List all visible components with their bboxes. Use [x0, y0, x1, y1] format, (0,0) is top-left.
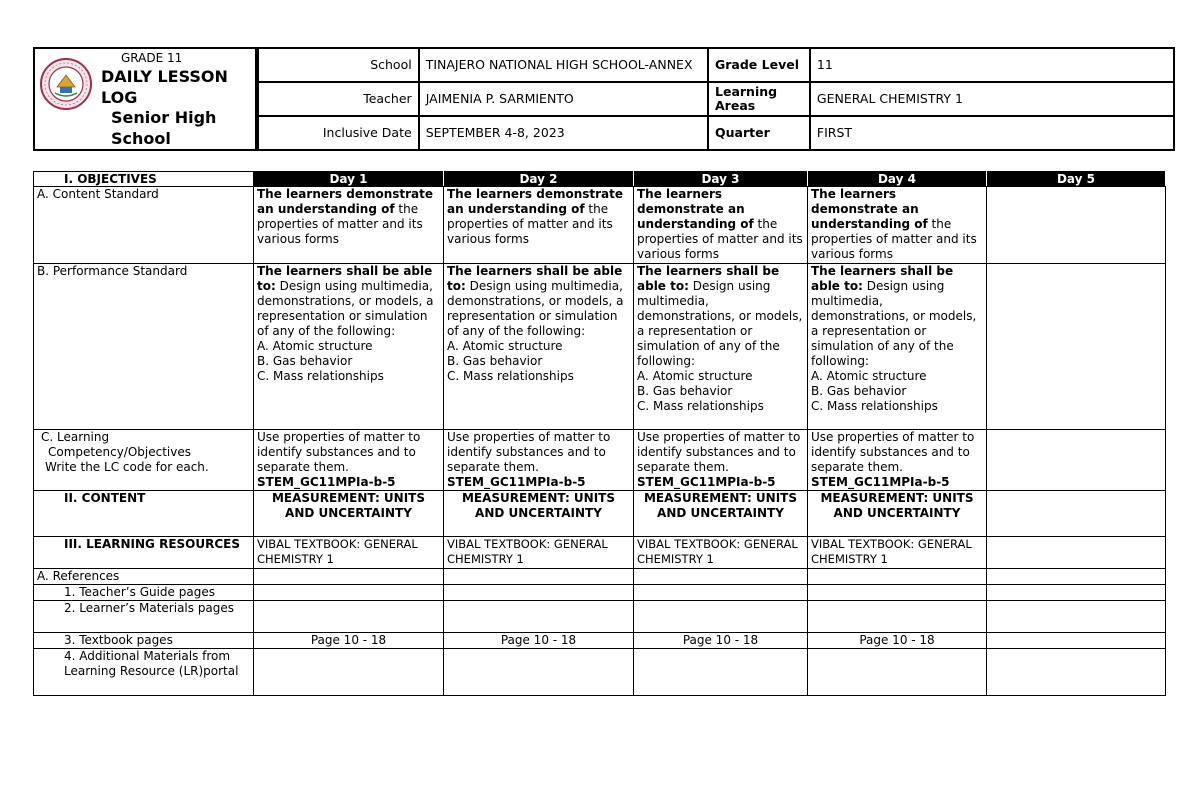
- grade-level-value: 11: [810, 48, 1174, 82]
- quarter-value: FIRST: [810, 116, 1174, 150]
- empty-cell: [808, 585, 987, 601]
- ps-item-a: A. Atomic structure: [637, 369, 753, 383]
- empty-cell: [987, 649, 1166, 696]
- ps-item-c: C. Mass relationships: [447, 369, 574, 383]
- learning-resources-value: VIBAL TEXTBOOK: GENERAL CHEMISTRY 1: [444, 537, 634, 569]
- content-standard-cell: [808, 187, 987, 264]
- additional-materials-row: [34, 649, 1166, 696]
- content-standard-row: [34, 187, 1166, 264]
- performance-standard-text: Design using multimedia, demonstrations, or models, a representation or simulation of any of the following:: [811, 279, 977, 368]
- day-header-row: [34, 172, 1166, 187]
- performance-standard-label: B. Performance Standard: [34, 264, 254, 430]
- content-standard-lead: The learners demonstrate an understanding of: [811, 187, 928, 231]
- competency-label-line-1: C. Learning: [41, 430, 110, 444]
- competency-text: Use properties of matter to identify substances and to separate them.: [637, 430, 801, 474]
- header-info-table: [257, 47, 1175, 151]
- inclusive-date-label: Inclusive Date: [258, 116, 419, 150]
- title-block: [33, 47, 257, 151]
- grade-level-label: Grade Level: [708, 48, 810, 82]
- empty-cell: [254, 569, 444, 585]
- competency-code: STEM_GC11MPIa-b-5: [811, 475, 950, 489]
- content-standard-text: the properties of matter and its various forms: [257, 202, 423, 246]
- learners-materials-label: 2. Learner’s Materials pages: [34, 601, 254, 633]
- empty-cell: [987, 264, 1166, 430]
- textbook-pages-value: Page 10 - 18: [254, 633, 444, 649]
- learning-competency-label: [34, 430, 254, 491]
- content-standard-cell: [634, 187, 808, 264]
- ps-item-c: C. Mass relationships: [257, 369, 384, 383]
- performance-standard-lead: The learners shall be able to:: [257, 264, 433, 293]
- day-5-heading: Day 5: [987, 172, 1166, 187]
- textbook-pages-row: [34, 633, 1166, 649]
- teachers-guide-row: [34, 585, 1166, 601]
- teacher-value: JAIMENIA P. SARMIENTO: [419, 82, 708, 116]
- ps-item-c: C. Mass relationships: [811, 399, 938, 413]
- content-standard-lead: The learners demonstrate an understanding of: [637, 187, 754, 231]
- day-1-heading: Day 1: [254, 172, 444, 187]
- empty-cell: [987, 569, 1166, 585]
- learning-resources-value: VIBAL TEXTBOOK: GENERAL CHEMISTRY 1: [808, 537, 987, 569]
- content-label: II. CONTENT: [34, 491, 254, 537]
- school-seal-icon: [39, 57, 93, 111]
- school-label: School: [258, 48, 419, 82]
- ps-item-b: B. Gas behavior: [447, 354, 543, 368]
- performance-standard-lead: The learners shall be able to:: [447, 264, 623, 293]
- empty-cell: [634, 649, 808, 696]
- content-standard-text: the properties of matter and its various forms: [811, 217, 977, 261]
- learning-areas-label: Learning Areas: [708, 82, 810, 116]
- competency-cell: [444, 430, 634, 491]
- competency-text: Use properties of matter to identify substances and to separate them.: [257, 430, 421, 474]
- grade-line: GRADE 11: [121, 51, 183, 65]
- teachers-guide-label: 1. Teacher’s Guide pages: [34, 585, 254, 601]
- performance-standard-lead: The learners shall be able to:: [637, 264, 780, 293]
- empty-cell: [444, 569, 634, 585]
- inclusive-date-value: SEPTEMBER 4-8, 2023: [419, 116, 708, 150]
- empty-cell: [444, 601, 634, 633]
- competency-text: Use properties of matter to identify substances and to separate them.: [811, 430, 975, 474]
- objectives-heading: I. OBJECTIVES: [34, 172, 254, 187]
- empty-cell: [808, 569, 987, 585]
- empty-cell: [987, 633, 1166, 649]
- school-value: TINAJERO NATIONAL HIGH SCHOOL-ANNEX: [419, 48, 708, 82]
- competency-text: Use properties of matter to identify substances and to separate them.: [447, 430, 611, 474]
- performance-standard-lead: The learners shall be able to:: [811, 264, 954, 293]
- competency-cell: [634, 430, 808, 491]
- content-standard-lead: The learners demonstrate an understanding of: [447, 187, 624, 216]
- empty-cell: [987, 430, 1166, 491]
- empty-cell: [808, 601, 987, 633]
- empty-cell: [987, 601, 1166, 633]
- empty-cell: [987, 491, 1166, 537]
- textbook-pages-value: Page 10 - 18: [444, 633, 634, 649]
- textbook-pages-label: 3. Textbook pages: [34, 633, 254, 649]
- day-4-heading: Day 4: [808, 172, 987, 187]
- references-label: A. References: [34, 569, 254, 585]
- ps-item-a: A. Atomic structure: [447, 339, 563, 353]
- content-row: [34, 491, 1166, 537]
- empty-cell: [444, 585, 634, 601]
- content-standard-lead: The learners demonstrate an understanding of: [257, 187, 434, 216]
- performance-standard-text: Design using multimedia, demonstrations, or models, a representation or simulation of any of the following:: [447, 279, 624, 338]
- quarter-label: Quarter: [708, 116, 810, 150]
- day-3-heading: Day 3: [634, 172, 808, 187]
- learning-resources-value: VIBAL TEXTBOOK: GENERAL CHEMISTRY 1: [254, 537, 444, 569]
- empty-cell: [634, 601, 808, 633]
- document-subtitle: Senior High School: [111, 108, 217, 148]
- empty-cell: [634, 569, 808, 585]
- competency-cell: [808, 430, 987, 491]
- content-standard-cell: [254, 187, 444, 264]
- content-topic: MEASUREMENT: UNITS AND UNCERTAINTY: [808, 491, 987, 537]
- performance-standard-text: Design using multimedia, demonstrations, or models, a representation or simulation of any of the following:: [257, 279, 434, 338]
- content-standard-label: A. Content Standard: [34, 187, 254, 264]
- performance-standard-text: Design using multimedia, demonstrations, or models, a representation or simulation of any of the following:: [637, 279, 803, 368]
- content-topic: MEASUREMENT: UNITS AND UNCERTAINTY: [254, 491, 444, 537]
- content-standard-text: the properties of matter and its various forms: [447, 202, 613, 246]
- competency-label-line-2: Competency/Objectives: [48, 445, 191, 459]
- content-topic: MEASUREMENT: UNITS AND UNCERTAINTY: [444, 491, 634, 537]
- lesson-log-table: [33, 171, 1166, 696]
- competency-label-line-3: Write the LC code for each.: [45, 460, 209, 474]
- learning-areas-value: GENERAL CHEMISTRY 1: [810, 82, 1174, 116]
- ps-item-c: C. Mass relationships: [637, 399, 764, 413]
- competency-cell: [254, 430, 444, 491]
- learning-resources-row: [34, 537, 1166, 569]
- learning-competency-row: [34, 430, 1166, 491]
- ps-item-b: B. Gas behavior: [811, 384, 907, 398]
- learning-resources-label: III. LEARNING RESOURCES: [34, 537, 254, 569]
- additional-materials-label: 4. Additional Materials from Learning Resource (LR)portal: [34, 649, 254, 696]
- empty-cell: [254, 601, 444, 633]
- document-title: DAILY LESSON LOG: [101, 67, 228, 107]
- performance-standard-cell: [634, 264, 808, 430]
- performance-standard-cell: [254, 264, 444, 430]
- lesson-log-header: [33, 47, 1175, 151]
- textbook-pages-value: Page 10 - 18: [634, 633, 808, 649]
- learners-materials-row: [34, 601, 1166, 633]
- empty-cell: [987, 537, 1166, 569]
- ps-item-a: A. Atomic structure: [811, 369, 927, 383]
- ps-item-b: B. Gas behavior: [637, 384, 733, 398]
- empty-cell: [444, 649, 634, 696]
- ps-item-b: B. Gas behavior: [257, 354, 353, 368]
- content-topic: MEASUREMENT: UNITS AND UNCERTAINTY: [634, 491, 808, 537]
- content-standard-text: the properties of matter and its various forms: [637, 217, 803, 261]
- empty-cell: [808, 649, 987, 696]
- content-standard-cell: [444, 187, 634, 264]
- empty-cell: [254, 585, 444, 601]
- learning-resources-value: VIBAL TEXTBOOK: GENERAL CHEMISTRY 1: [634, 537, 808, 569]
- empty-cell: [254, 649, 444, 696]
- empty-cell: [987, 187, 1166, 264]
- empty-cell: [634, 585, 808, 601]
- competency-code: STEM_GC11MPIa-b-5: [257, 475, 396, 489]
- performance-standard-cell: [444, 264, 634, 430]
- references-row: [34, 569, 1166, 585]
- empty-cell: [987, 585, 1166, 601]
- teacher-label: Teacher: [258, 82, 419, 116]
- ps-item-a: A. Atomic structure: [257, 339, 373, 353]
- competency-code: STEM_GC11MPIa-b-5: [637, 475, 776, 489]
- competency-code: STEM_GC11MPIa-b-5: [447, 475, 586, 489]
- performance-standard-cell: [808, 264, 987, 430]
- performance-standard-row: [34, 264, 1166, 430]
- textbook-pages-value: Page 10 - 18: [808, 633, 987, 649]
- day-2-heading: Day 2: [444, 172, 634, 187]
